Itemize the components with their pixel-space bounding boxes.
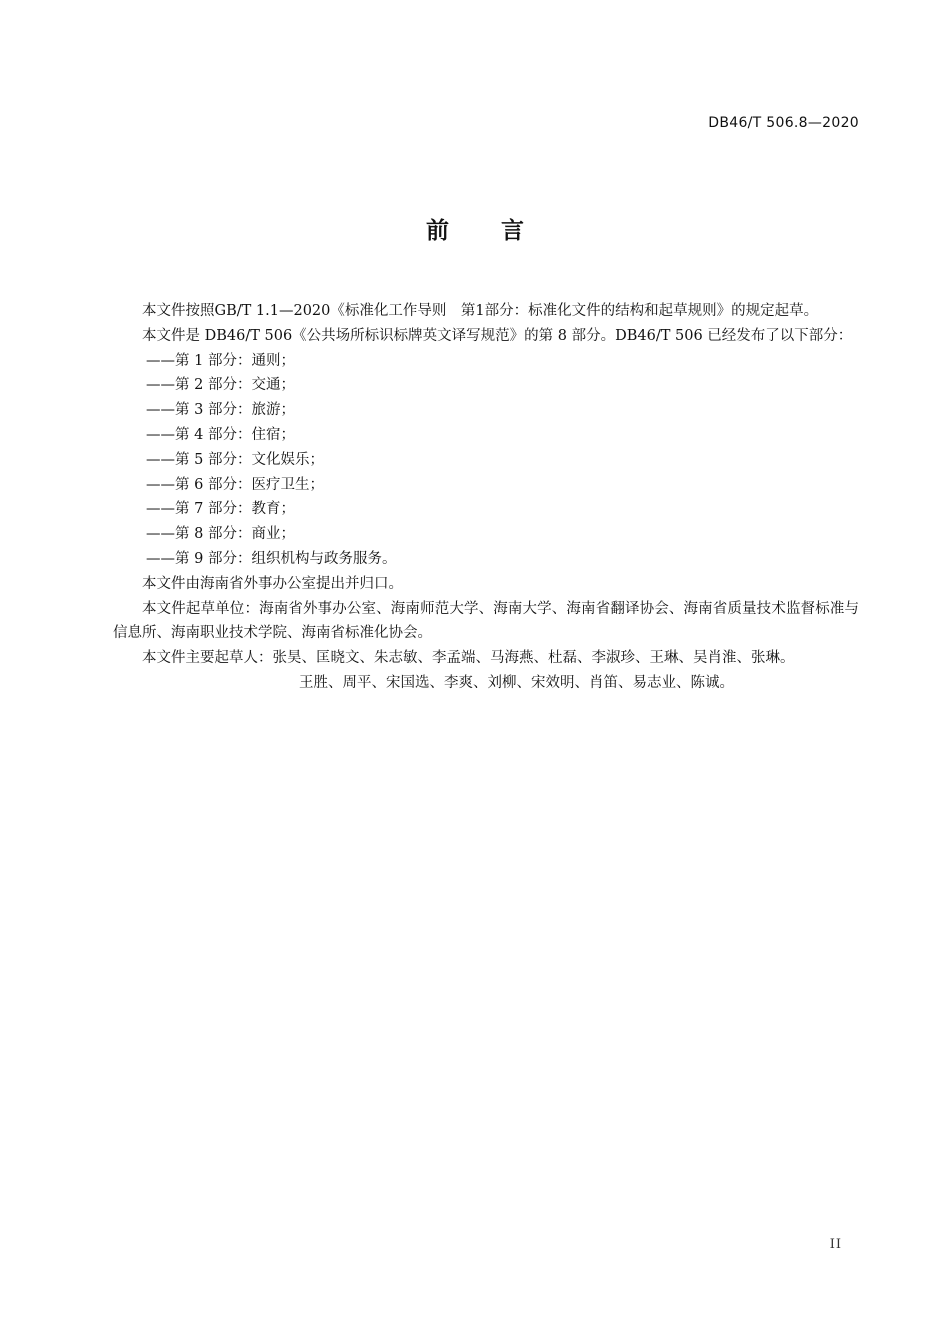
list-item: ——第 1 部分：通则；: [146, 352, 295, 369]
list-item: ——第 5 部分：文化娱乐；: [146, 451, 324, 468]
list-item: ——第 8 部分：商业；: [146, 526, 295, 543]
list-item: ——第 2 部分：交通；: [146, 377, 295, 394]
list-item: ——第 7 部分：教育；: [146, 501, 295, 518]
standard-code: DB46/T 506.8—2020: [708, 115, 859, 131]
paragraph-series-intro: 本文件是 DB46/T 506《公共场所标识标牌英文译写规范》的第 8 部分。DB46/T 506 已经发布了以下部分：: [142, 327, 853, 344]
page-number: II: [829, 1237, 842, 1252]
page-title: 前言: [426, 218, 576, 244]
parts-list: [113, 349, 859, 572]
paragraph-drafting-units: 本文件起草单位：海南省外事办公室、海南师范大学、海南大学、海南省翻译协会、海南省质量技术监督标准与信息所、海南职业技术学院、海南省标准化协会。: [113, 600, 859, 642]
list-item: ——第 6 部分：医疗卫生；: [146, 476, 324, 493]
drafters-section: [113, 646, 859, 696]
document-body: [113, 299, 859, 696]
list-item: ——第 3 部分：旅游；: [146, 402, 295, 419]
drafters-names-second: 王胜、周平、宋国选、李爽、刘柳、宋效明、肖笛、易志业、陈诚。: [299, 674, 734, 691]
drafters-line: [113, 646, 859, 671]
drafters-label: 本文件主要起草人：: [142, 650, 273, 667]
paragraph-proposal: 本文件由海南省外事办公室提出并归口。: [142, 575, 403, 592]
list-item: ——第 4 部分：住宿；: [146, 426, 295, 443]
paragraph-drafting-basis: 本文件按照GB/T 1.1—2020《标准化工作导则 第1部分：标准化文件的结构和起草规则》的规定起草。: [142, 303, 819, 319]
list-item: ——第 9 部分：组织机构与政务服务。: [146, 550, 397, 567]
drafters-names-first: 张昊、匡晓文、朱志敏、李孟端、马海燕、杜磊、李淑珍、王琳、吴肖淮、张琳。: [272, 650, 795, 667]
